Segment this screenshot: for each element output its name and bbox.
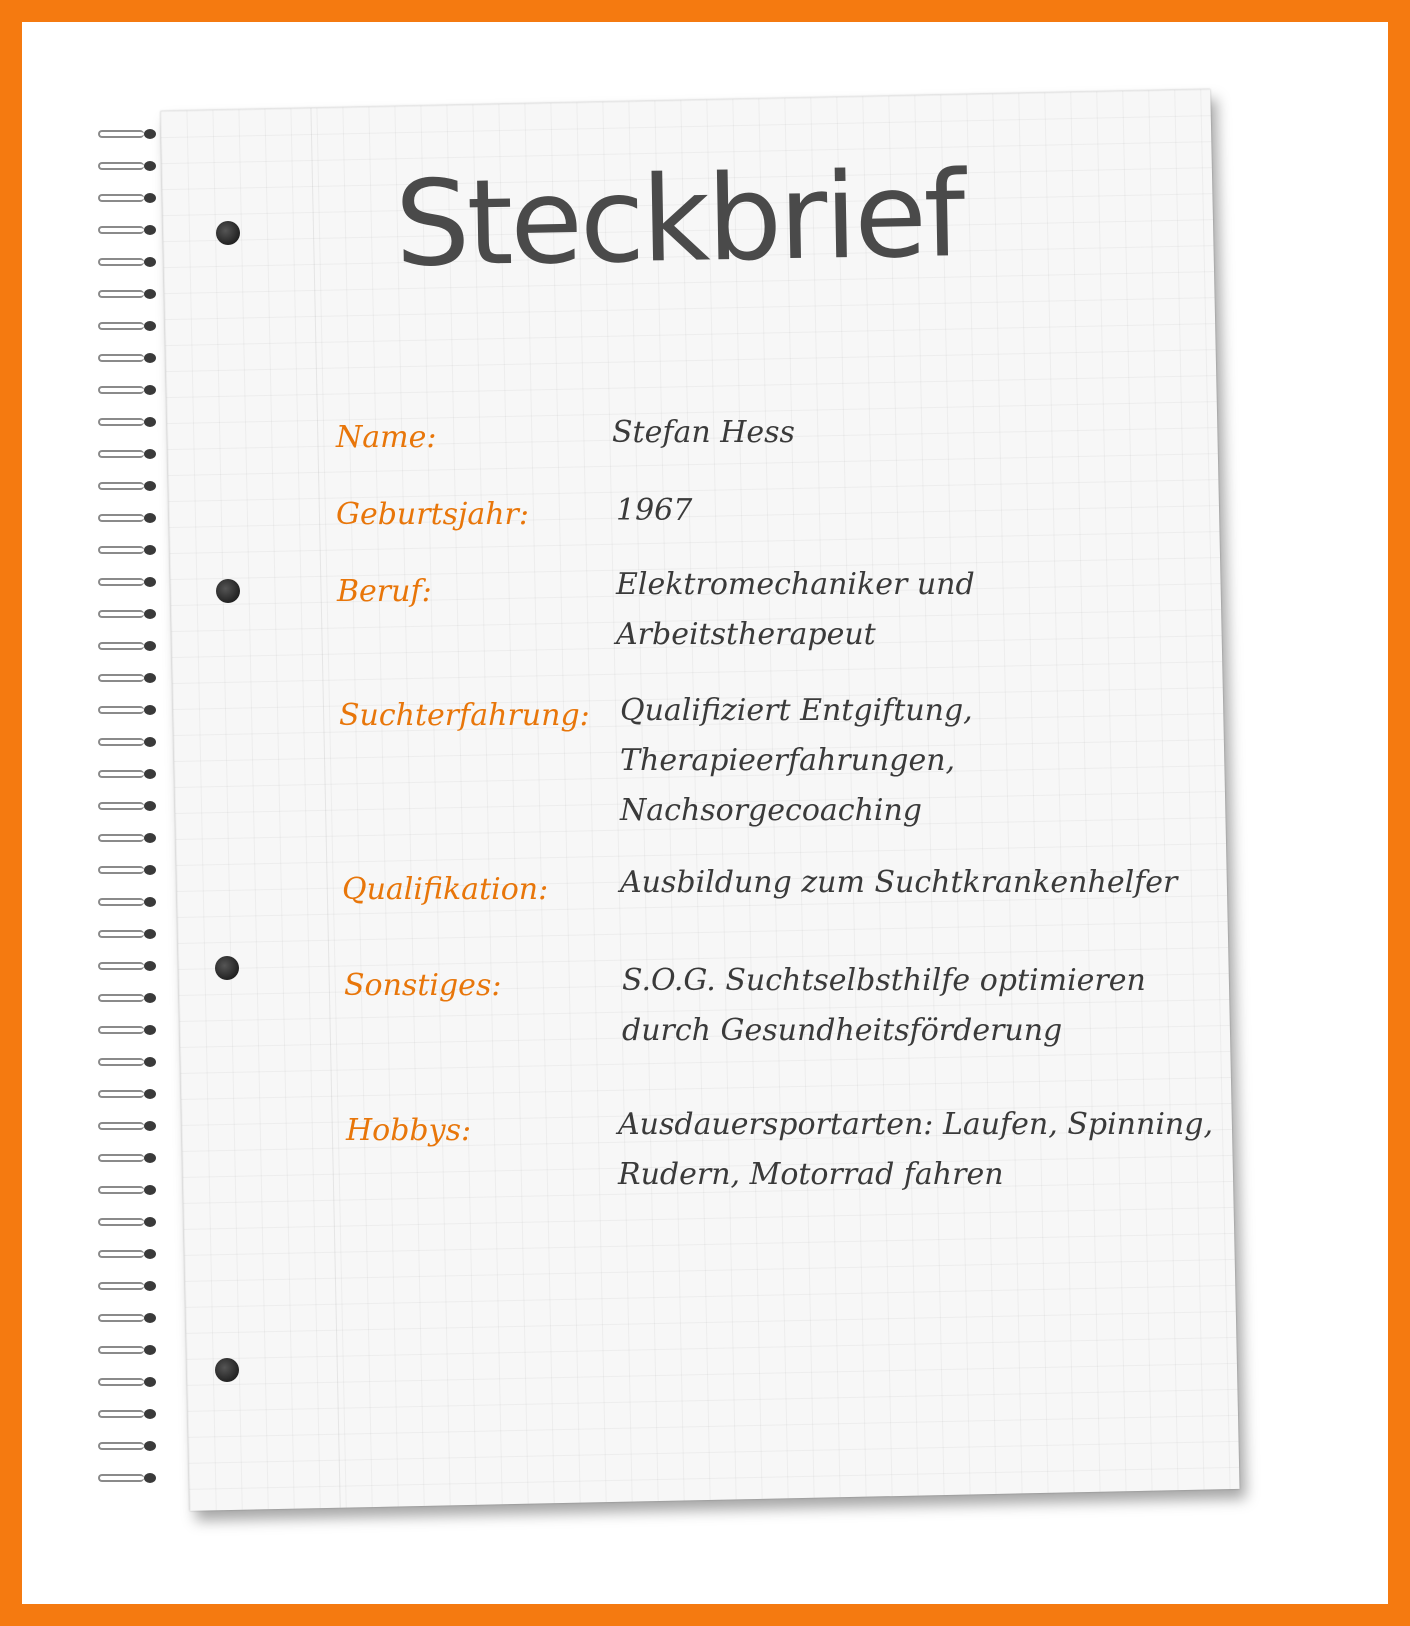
spiral-coil [98, 384, 160, 396]
field-value [620, 686, 973, 836]
coil-hole [144, 161, 156, 171]
coil-wire [98, 1154, 144, 1162]
coil-hole [144, 321, 156, 331]
coil-wire [98, 898, 144, 906]
spiral-coil [98, 928, 160, 940]
field-value [618, 1100, 1213, 1200]
spiral-coil [98, 864, 160, 876]
coil-wire [98, 1378, 144, 1386]
page-title: Steckbrief [393, 145, 964, 293]
field-label: Suchterfahrung: [339, 698, 590, 733]
punch-hole [215, 956, 239, 980]
coil-hole [144, 1057, 156, 1067]
coil-hole [144, 513, 156, 523]
spiral-coil [98, 320, 160, 332]
coil-wire [98, 258, 144, 266]
coil-wire [98, 546, 144, 554]
coil-wire [98, 354, 144, 362]
field-value [620, 858, 1177, 908]
spiral-coil [98, 800, 160, 812]
coil-wire [98, 1410, 144, 1418]
coil-wire [98, 1250, 144, 1258]
coil-hole [144, 1121, 156, 1131]
spiral-coil [98, 1216, 160, 1228]
spiral-coil [98, 960, 160, 972]
coil-hole [144, 1345, 156, 1355]
coil-hole [144, 417, 156, 427]
coil-hole [144, 801, 156, 811]
spiral-coil [98, 288, 160, 300]
coil-wire [98, 578, 144, 586]
field-value [616, 560, 975, 660]
coil-hole [144, 641, 156, 651]
coil-hole [144, 1025, 156, 1035]
coil-wire [98, 1026, 144, 1034]
spiral-coil [98, 1056, 160, 1068]
spiral-coil [98, 224, 160, 236]
coil-wire [98, 1186, 144, 1194]
spiral-coil [98, 704, 160, 716]
coil-wire [98, 834, 144, 842]
field-value-line: Qualifiziert Entgiftung, [620, 693, 973, 728]
spiral-coil [98, 640, 160, 652]
coil-hole [144, 1281, 156, 1291]
coil-wire [98, 226, 144, 234]
field-value-line: durch Gesundheitsförderung [622, 1013, 1063, 1048]
coil-hole [144, 289, 156, 299]
coil-wire [98, 162, 144, 170]
spiral-coil [98, 1024, 160, 1036]
coil-hole [144, 961, 156, 971]
coil-wire [98, 386, 144, 394]
spiral-coil [98, 512, 160, 524]
coil-wire [98, 194, 144, 202]
coil-wire [98, 514, 144, 522]
punch-hole [216, 579, 240, 603]
coil-hole [144, 1473, 156, 1483]
spiral-coil [98, 576, 160, 588]
coil-hole [144, 673, 156, 683]
coil-hole [144, 225, 156, 235]
coil-wire [98, 482, 144, 490]
spiral-coil [98, 544, 160, 556]
spiral-coil [98, 416, 160, 428]
spiral-coil [98, 1440, 160, 1452]
coil-wire [98, 674, 144, 682]
spiral-coil [98, 448, 160, 460]
coil-hole [144, 193, 156, 203]
coil-wire [98, 290, 144, 298]
coil-wire [98, 1474, 144, 1482]
spiral-coil [98, 1376, 160, 1388]
coil-wire [98, 1122, 144, 1130]
coil-wire [98, 1282, 144, 1290]
field-label: Qualifikation: [342, 872, 549, 907]
coil-wire [98, 322, 144, 330]
spiral-coil [98, 1184, 160, 1196]
coil-wire [98, 738, 144, 746]
spiral-coil [98, 480, 160, 492]
spiral-coil [98, 1152, 160, 1164]
spiral-coil [98, 128, 160, 140]
coil-wire [98, 1442, 144, 1450]
field-value-line: Ausdauersportarten: Laufen, Spinning, [618, 1107, 1213, 1142]
field-value-line: Arbeitstherapeut [616, 617, 876, 652]
spiral-coil [98, 256, 160, 268]
coil-hole [144, 1089, 156, 1099]
coil-wire [98, 866, 144, 874]
margin-line [310, 108, 340, 1508]
coil-wire [98, 962, 144, 970]
coil-wire [98, 1314, 144, 1322]
coil-wire [98, 770, 144, 778]
field-value-line: Stefan Hess [612, 415, 795, 450]
coil-hole [144, 833, 156, 843]
coil-hole [144, 897, 156, 907]
coil-hole [144, 1153, 156, 1163]
field-value [616, 486, 692, 536]
field-value-line: Elektromechaniker und [616, 567, 975, 602]
coil-wire [98, 930, 144, 938]
coil-wire [98, 1090, 144, 1098]
spiral-coil [98, 352, 160, 364]
field-value [612, 408, 795, 458]
coil-hole [144, 1185, 156, 1195]
spiral-coil [98, 1248, 160, 1260]
spiral-coil [98, 160, 160, 172]
coil-hole [144, 769, 156, 779]
coil-hole [144, 385, 156, 395]
spiral-coil [98, 1344, 160, 1356]
spiral-coil [98, 1312, 160, 1324]
coil-hole [144, 993, 156, 1003]
spiral-coil [98, 1280, 160, 1292]
coil-hole [144, 865, 156, 875]
coil-hole [144, 449, 156, 459]
field-value-line: Therapieerfahrungen, [620, 743, 956, 778]
field-label: Beruf: [337, 574, 432, 609]
spiral-coil [98, 1088, 160, 1100]
coil-hole [144, 1441, 156, 1451]
coil-hole [144, 1249, 156, 1259]
spiral-coil [98, 736, 160, 748]
spiral-coil [98, 992, 160, 1004]
field-value-line: Nachsorgecoaching [620, 793, 923, 828]
coil-hole [144, 1409, 156, 1419]
coil-wire [98, 130, 144, 138]
coil-hole [144, 737, 156, 747]
spiral-coil [98, 896, 160, 908]
coil-hole [144, 353, 156, 363]
field-label: Geburtsjahr: [336, 497, 529, 532]
coil-wire [98, 418, 144, 426]
field-label: Sonstiges: [344, 968, 502, 1003]
spiral-coil [98, 832, 160, 844]
spiral-coil [98, 768, 160, 780]
spiral-coil [98, 1408, 160, 1420]
spiral-coil [98, 608, 160, 620]
field-value [622, 956, 1146, 1056]
punch-hole [215, 1358, 239, 1382]
coil-wire [98, 1218, 144, 1226]
field-value-line: 1967 [616, 493, 693, 528]
coil-wire [98, 450, 144, 458]
coil-wire [98, 1346, 144, 1354]
coil-hole [144, 1377, 156, 1387]
coil-wire [98, 706, 144, 714]
spiral-binding [80, 128, 170, 1508]
coil-hole [144, 257, 156, 267]
field-value-line: Ausbildung zum Suchtkrankenhelfer [620, 865, 1178, 900]
spiral-coil [98, 192, 160, 204]
field-value-line: S.O.G. Suchtselbsthilfe optimieren [622, 963, 1146, 998]
coil-hole [144, 1313, 156, 1323]
field-value-line: Rudern, Motorrad fahren [618, 1157, 1004, 1192]
field-label: Name: [336, 420, 437, 455]
coil-wire [98, 642, 144, 650]
coil-hole [144, 129, 156, 139]
spiral-coil [98, 672, 160, 684]
coil-wire [98, 802, 144, 810]
coil-hole [144, 545, 156, 555]
coil-hole [144, 481, 156, 491]
coil-wire [98, 610, 144, 618]
spiral-coil [98, 1120, 160, 1132]
coil-hole [144, 609, 156, 619]
coil-hole [144, 577, 156, 587]
coil-wire [98, 1058, 144, 1066]
field-label: Hobbys: [346, 1113, 472, 1148]
punch-hole [216, 221, 240, 245]
spiral-coil [98, 1472, 160, 1484]
coil-hole [144, 1217, 156, 1227]
coil-hole [144, 705, 156, 715]
coil-wire [98, 994, 144, 1002]
coil-hole [144, 929, 156, 939]
